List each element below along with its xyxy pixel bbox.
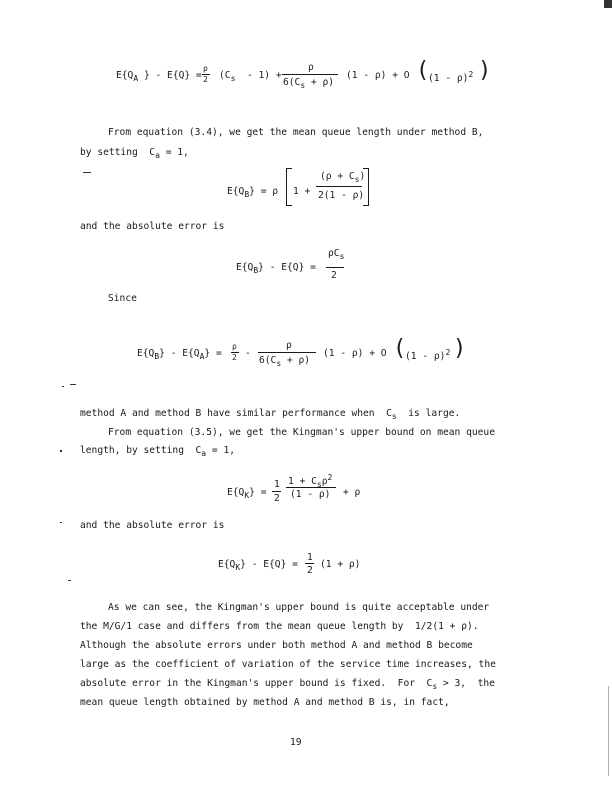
eq6-frac-num: 1 bbox=[307, 552, 313, 563]
eq4-frac2-num: ρ bbox=[286, 340, 292, 351]
eq4-inner: (1 - ρ)$^2$ bbox=[405, 348, 451, 363]
eq1-frac2-num: ρ bbox=[308, 62, 314, 73]
eq3-num: $\rho C_s$ bbox=[328, 248, 345, 261]
page-number: 19 bbox=[290, 737, 302, 748]
scan-speck bbox=[83, 172, 91, 173]
eq1-inner: (1 - ρ)$^2$ bbox=[428, 70, 474, 85]
eq1-big-close: ) bbox=[478, 58, 492, 83]
eq2-num: $(\rho + C_s)$ bbox=[320, 171, 366, 184]
eq5-tail: + ρ bbox=[343, 487, 361, 498]
eq4-frac-den: 2 bbox=[232, 353, 237, 362]
para1-line2: by setting $C_a = 1$, bbox=[80, 147, 189, 160]
since-label: Since bbox=[108, 293, 137, 304]
para4-line2: the M/G/1 case and differs from the mean queue length by 1/2(1 + ρ). bbox=[80, 621, 479, 632]
para4-line1: As we can see, the Kingman's upper bound is quite acceptable under bbox=[108, 602, 490, 613]
eq4-lhs: $E\{Q_B\} - E\{Q_A\}$ = bbox=[137, 348, 222, 361]
eq5-den: (1 - ρ) bbox=[290, 489, 331, 500]
para2: method A and method B have similar performance when $C_s$ is large. bbox=[80, 408, 461, 421]
eq2-lhs: $E\{Q_B\} = \rho$ bbox=[227, 186, 279, 199]
para4-line3: Although the absolute errors under both method A and method B become bbox=[80, 640, 473, 651]
eq3-lhs: $E\{Q_B\} - E\{Q\}$ = bbox=[236, 262, 316, 275]
scan-speck bbox=[68, 580, 71, 581]
eq1-frac-den: 2 bbox=[203, 75, 208, 84]
eq6-lhs: $E\{Q_K\} - E\{Q\}$ = bbox=[218, 559, 298, 572]
eq2-den: 2(1 - ρ) bbox=[318, 190, 365, 201]
para4-line4: large as the coefficient of variation of the service time increases, the bbox=[80, 659, 496, 670]
para3-line1: From equation (3.5), we get the Kingman's upper bound on mean queue bbox=[108, 427, 495, 438]
eq5-lhs: $E\{Q_K\}$ = bbox=[227, 487, 267, 500]
eq1-frac2-den: $6(C_s + \rho)$ bbox=[283, 77, 335, 90]
para3-line2: length, by setting $C_a = 1$, bbox=[80, 445, 236, 458]
eq1-lhs: $E\{Q_A$ } - E{Q} = bbox=[116, 70, 202, 83]
eq5-num: $1 + C_s\rho^2$ bbox=[288, 473, 333, 490]
eq4-tail: (1 - ρ) + O bbox=[323, 348, 387, 359]
eq6-tail: (1 + ρ) bbox=[320, 559, 361, 570]
eq1-frac-num: ρ bbox=[203, 64, 208, 73]
para4-line5: absolute error in the Kingman's upper bound is fixed. For $C_s > 3$, the bbox=[80, 678, 495, 691]
abs-error-label-2: and the absolute error is bbox=[80, 520, 225, 531]
scan-speck bbox=[70, 384, 76, 385]
eq4-big-open: ( bbox=[393, 336, 407, 361]
eq3-den: 2 bbox=[331, 270, 337, 281]
eq4-frac2-den: $6(C_s + \rho)$ bbox=[259, 355, 311, 368]
scan-speck bbox=[60, 522, 62, 523]
para4-line6: mean queue length obtained by method A and method B is, in fact, bbox=[80, 697, 450, 708]
scan-speck bbox=[604, 0, 612, 8]
scan-speck bbox=[60, 450, 62, 452]
eq4-minus: - bbox=[245, 348, 251, 359]
para1-line1: From equation (3.4), we get the mean queue length under method B, bbox=[108, 127, 484, 138]
scan-edge bbox=[608, 686, 609, 776]
eq6-frac-den: 2 bbox=[307, 565, 313, 576]
eq1-term1: $(C_s - 1)$ + bbox=[219, 70, 282, 83]
eq5-frac-den: 2 bbox=[274, 493, 280, 504]
eq1-tail: (1 - ρ) + O bbox=[346, 70, 410, 81]
eq4-big-close: ) bbox=[453, 336, 467, 361]
scan-speck bbox=[62, 386, 64, 387]
eq1-big-open: ( bbox=[416, 58, 430, 83]
eq2-one-plus: 1 + bbox=[293, 186, 311, 197]
eq5-frac-num: 1 bbox=[274, 479, 280, 490]
abs-error-label-1: and the absolute error is bbox=[80, 221, 225, 232]
eq4-frac-num: ρ bbox=[232, 342, 237, 351]
